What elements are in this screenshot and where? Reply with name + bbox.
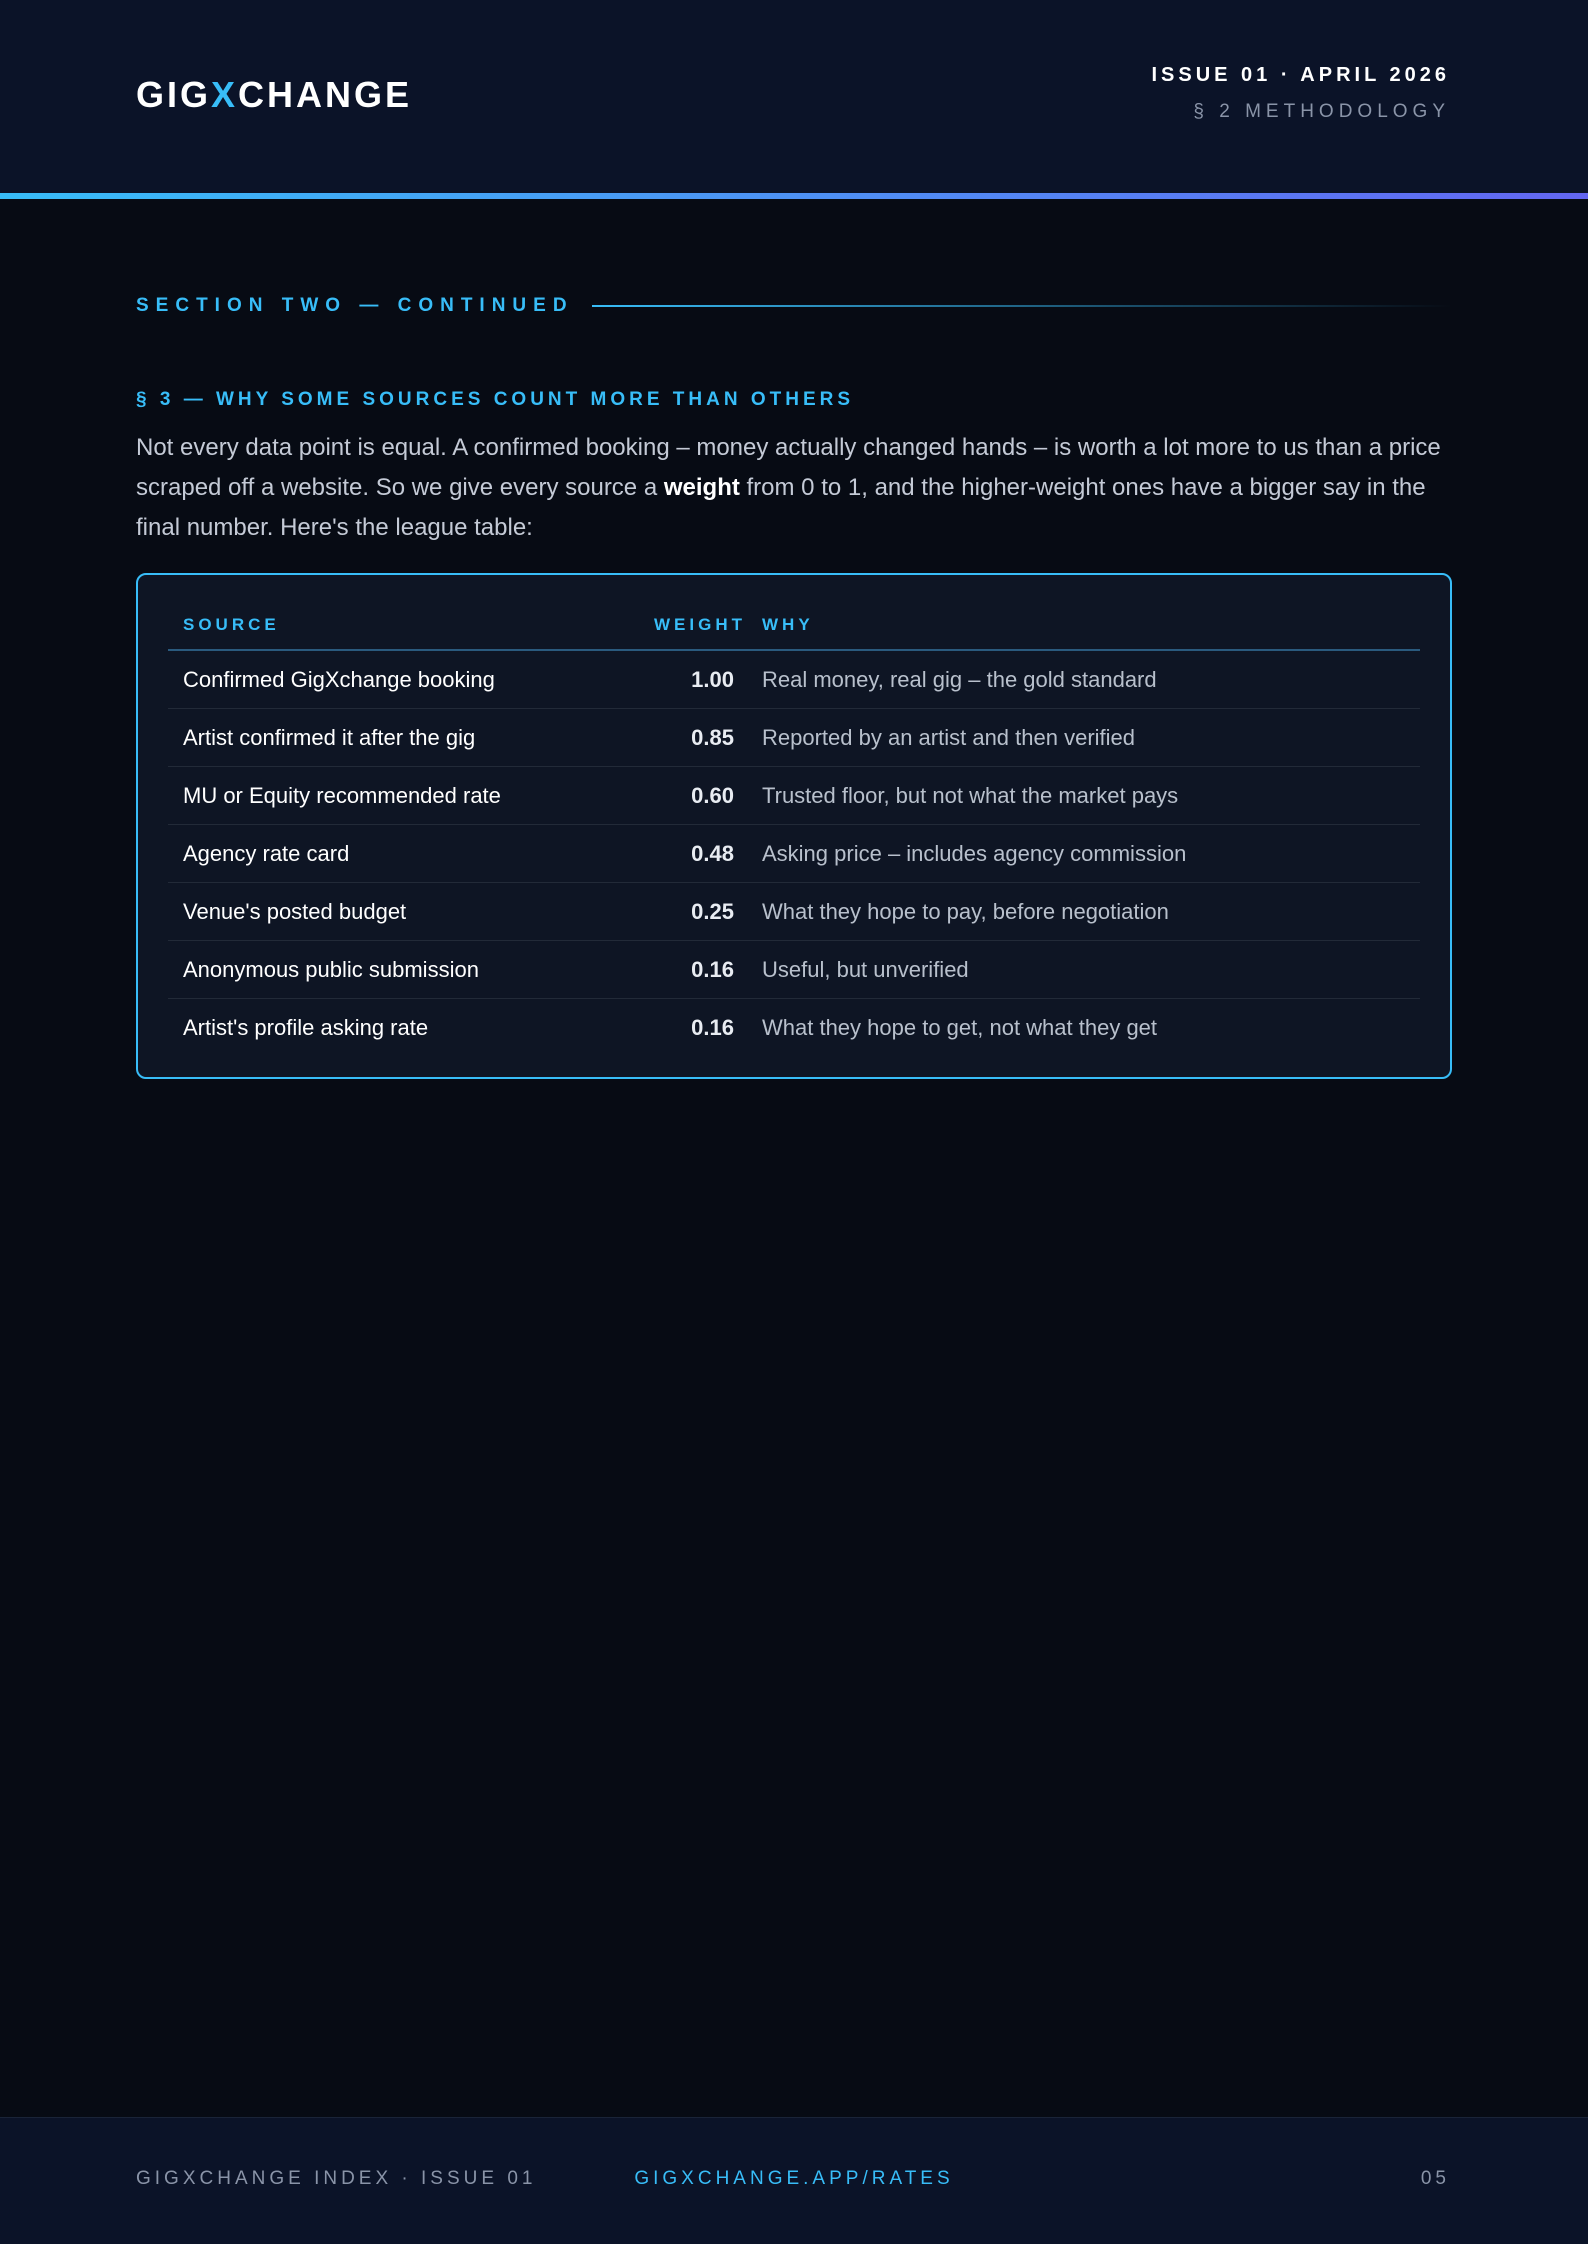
table-row	[168, 999, 1420, 1057]
weight-cell: 0.25	[691, 898, 734, 924]
logo-text: GIG	[136, 74, 212, 115]
weight-cell: 0.48	[691, 840, 734, 866]
para-text: Not every data point is equal. A confirmed booking – money actually changed hands – is worth a lot more to us than a price scraped off a website. So we give every source a	[136, 434, 1441, 501]
why-cell: What they hope to pay, before negotiation	[762, 898, 1169, 924]
logo	[136, 74, 412, 116]
why-cell: Reported by an artist and then verified	[762, 724, 1136, 750]
source-cell: Venue's posted budget	[183, 898, 407, 924]
source-cell: MU or Equity recommended rate	[183, 782, 501, 808]
page-number: 05	[1420, 2168, 1450, 2189]
para-bold: weight	[663, 474, 740, 501]
header-source: SOURCE	[183, 615, 280, 634]
intro-paragraph	[136, 428, 1456, 548]
section-rule	[592, 305, 1452, 307]
logo-accent: X	[211, 74, 239, 115]
section-label-text: SECTION TWO — CONTINUED	[136, 295, 574, 316]
table-row	[168, 825, 1420, 883]
section-indicator: § 2 METHODOLOGY	[1193, 101, 1450, 122]
section-label	[136, 295, 1452, 317]
weight-cell: 0.85	[691, 724, 734, 750]
table-row	[168, 767, 1420, 825]
weight-cell: 0.60	[691, 782, 734, 808]
table-row	[168, 883, 1420, 941]
table-row	[168, 941, 1420, 999]
why-cell: Trusted floor, but not what the market pays	[762, 782, 1179, 808]
footer-link[interactable]: GIGXCHANGE.APP/RATES	[634, 2168, 954, 2189]
weights-table	[136, 573, 1452, 1079]
header-why: WHY	[762, 615, 814, 634]
table-row	[168, 651, 1420, 709]
why-cell: Useful, but unverified	[762, 956, 969, 982]
source-cell: Agency rate card	[183, 840, 350, 866]
issue-label: ISSUE 01 · APRIL 2026	[1151, 64, 1450, 86]
source-cell: Anonymous public submission	[183, 956, 479, 982]
weight-cell: 1.00	[691, 666, 734, 692]
page-footer	[0, 2117, 1588, 2244]
source-cell: Artist's profile asking rate	[183, 1015, 429, 1040]
section-heading: § 3 — WHY SOME SOURCES COUNT MORE THAN OTHERS	[136, 389, 855, 410]
page-header	[0, 0, 1588, 194]
source-cell: Confirmed GigXchange booking	[183, 666, 495, 692]
table-row	[168, 709, 1420, 767]
why-cell: Asking price – includes agency commission	[762, 840, 1187, 866]
weight-cell: 0.16	[691, 956, 734, 982]
why-cell: Real money, real gig – the gold standard	[762, 666, 1157, 692]
weight-cell: 0.16	[691, 1015, 734, 1040]
gradient-divider	[0, 193, 1588, 199]
table-header	[168, 601, 1420, 651]
why-cell: What they hope to get, not what they get	[762, 1015, 1158, 1040]
para-text: from 0 to 1, and the higher-weight ones have a bigger say in the final number. Here's the league table:	[136, 474, 1426, 541]
source-cell: Artist confirmed it after the gig	[183, 724, 476, 750]
header-weight: WEIGHT	[654, 615, 746, 634]
footer-title: GIGXCHANGE INDEX · ISSUE 01	[136, 2168, 537, 2189]
logo-text: CHANGE	[238, 74, 413, 115]
